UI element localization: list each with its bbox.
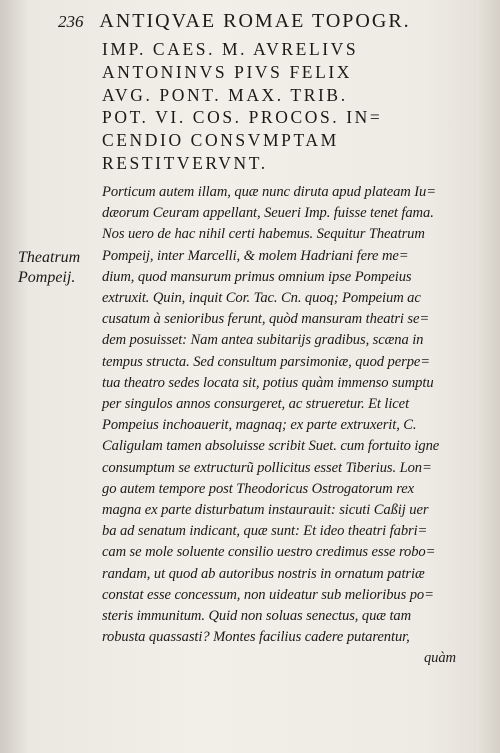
text-line: Pompeius inchoauerit, magnaq; ex parte extruxerit, C. bbox=[102, 417, 417, 434]
page-number: 236 bbox=[58, 12, 84, 31]
marginal-note-line: Pompeij. bbox=[18, 269, 76, 286]
text-line: ba ad senatum indicant, quæ sunt: Et ideo theatri fabri= bbox=[102, 523, 428, 540]
running-title: ANTIQVAE ROMAE TOPOGR. bbox=[99, 10, 411, 32]
text-line: tua theatro sedes locata sit, potius quàm immenso sumptu bbox=[102, 374, 434, 391]
body-text bbox=[102, 182, 462, 670]
text-line: dium, quod mansurum primus omnium ipse Pompeius bbox=[102, 268, 412, 285]
text-line: dæorum Ceuram appellant, Seueri Imp. fuisse tenet fama. bbox=[102, 205, 434, 222]
text-line: tempus structa. Sed consultum parsimoniæ, quod perpe= bbox=[102, 353, 431, 370]
text-line: steris immunitum. Quid non soluas senectus, quæ tam bbox=[102, 608, 412, 625]
inscription-line: ANTONINVS PIVS FELIX bbox=[102, 61, 353, 82]
text-line: Nos uero de hac nihil certi habemus. Sequitur Theatrum bbox=[102, 226, 425, 243]
running-header bbox=[58, 10, 478, 33]
text-line: Pompeij, inter Marcelli, & molem Hadriani fere me= bbox=[102, 247, 409, 264]
text-line: Caligulam tamen absoluisse scribit Suet. cum fortuito igne bbox=[102, 438, 440, 455]
text-line: per singulos annos consurgeret, ac strueretur. Et licet bbox=[102, 396, 410, 413]
text-line: cam se mole soluente consilio uestro credimus esse robo= bbox=[102, 544, 436, 561]
inscription-line: RESTITVERVNT. bbox=[102, 152, 268, 173]
inscription-line: POT. VI. COS. PROCOS. IN= bbox=[102, 107, 383, 128]
text-line: magna ex parte disturbatum instaurauit: sicuti Caßij uer bbox=[102, 502, 429, 519]
inscription-line: CENDIO CONSVMPTAM bbox=[102, 130, 339, 151]
inscription-block bbox=[102, 38, 482, 175]
inscription-line: IMP. CAES. M. AVRELIVS bbox=[102, 39, 359, 59]
text-line: cusatum à senioribus ferunt, quòd mansuram theatri se= bbox=[102, 311, 430, 328]
marginal-note bbox=[18, 248, 96, 288]
text-line: extruxit. Quin, inquit Cor. Tac. Cn. quoq; Pompeium ac bbox=[102, 290, 421, 307]
text-line: constat esse concessum, non uideatur sub melioribus po= bbox=[102, 586, 434, 603]
text-line: quàm bbox=[423, 650, 456, 667]
text-line: dem posuisset: Nam antea subitarijs gradibus, scæna in bbox=[102, 332, 424, 349]
inscription-line: AVG. PONT. MAX. TRIB. bbox=[102, 84, 348, 105]
text-line: consumptum se extructurũ pollicitus esset Tiberius. Lon= bbox=[102, 459, 432, 476]
marginal-note-line: Theatrum bbox=[18, 249, 81, 266]
text-line: Porticum autem illam, quæ nunc diruta apud plateam Iu= bbox=[102, 184, 436, 200]
text-line: randam, ut quod ab autoribus nostris in ornatum patriæ bbox=[102, 565, 425, 582]
text-line: robusta quassasti? Montes facilius cadere putarentur, bbox=[102, 629, 410, 646]
text-line: go autem tempore post Theodoricus Ostrogatorum rex bbox=[102, 480, 414, 497]
